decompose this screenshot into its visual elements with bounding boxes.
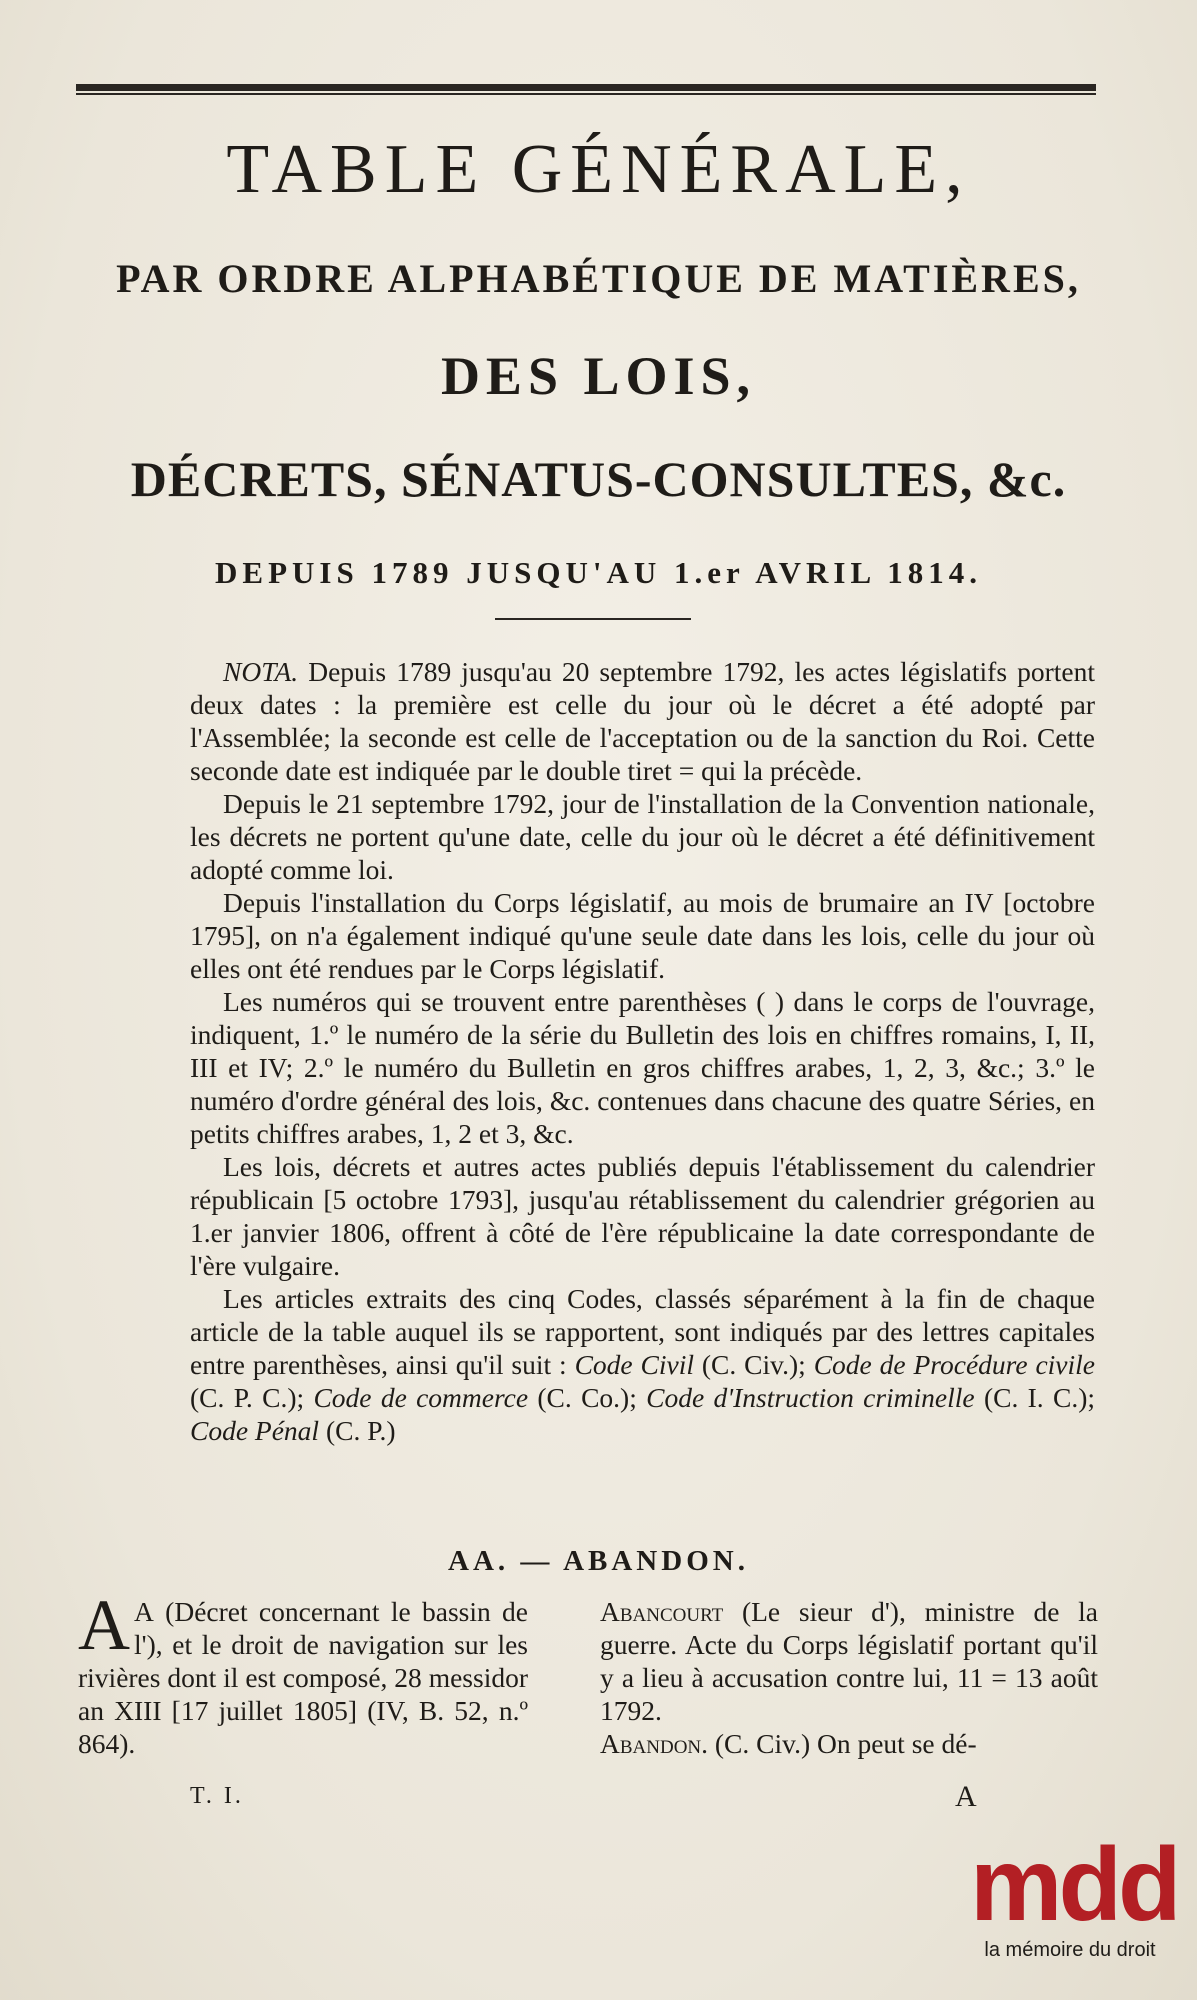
code-instruction: Code d'Instruction criminelle [646,1382,975,1413]
entry-aa-text: (Décret concernant le bassin de l'), et le droit de navigation sur les rivières dont il est composé, 28 messidor an XIII [17 juillet 1805] (IV, B. 52, n.º 864). [78,1596,528,1759]
entry-abandon-head: Abandon. [600,1728,709,1759]
code-commerce-abbr: (C. Co.); [528,1382,647,1413]
right-column [600,1595,1098,1760]
title-line-1: TABLE GÉNÉRALE, [226,131,971,208]
body-paragraph-3: Les numéros qui se trouvent entre parenthèses ( ) dans le corps de l'ouvrage, indiquent, 1.º le numéro de la série du Bulletin des lois en chiffres romains, I, II, III et IV; 2.º le numéro du Bulletin en gros chiffres arabes, 1, 2, 3, &c.; 3.º le numéro d'ordre général des lois, &c. contenues dans chacune des quatre Séries, en petits chiffres arabes, 1, 2 et 3, &c. [190,986,1095,1149]
codes-paragraph [190,1282,1095,1447]
codes-intro: Les articles extraits des cinq Codes, classés séparément à la fin de chaque article de la table auquel ils se rapportent, sont indiqués par des lettres capitales entre parenthèses, ainsi qu'il suit : [190,1283,1095,1380]
entry-abandon-text: (C. Civ.) On peut se dé- [708,1728,977,1759]
entry-aa [78,1585,528,1760]
code-instruction-abbr: (C. I. C.); [974,1382,1095,1413]
title-line-5-dates: DEPUIS 1789 JUSQU'AU 1.er AVRIL 1814. [215,555,982,590]
code-penal: Code Pénal [190,1415,320,1446]
entry-abancourt-head: Abancourt [600,1596,724,1627]
nota-paragraph [190,655,1095,787]
code-civil: Code Civil [574,1349,694,1380]
title-line-3: DES LOIS, [440,346,757,406]
body-paragraph-1: Depuis le 21 septembre 1792, jour de l'installation de la Convention nationale, les décrets ne portent qu'une date, celle du jour où le décret a été définitivement adopté comme loi. [190,788,1095,885]
code-commerce: Code de commerce [313,1382,529,1413]
logo-mark: mdd [970,1827,1178,1943]
title-line-4: DÉCRETS, SÉNATUS-CONSULTES, &c. [130,451,1067,507]
entry-abancourt-text: (Le sieur d'), ministre de la guerre. Acte du Corps législatif portant qu'il y a lieu à accusation contre lui, 11 = 13 août 1792. [600,1596,1098,1726]
dropcap-letter: A [78,1585,130,1665]
left-column [78,1585,528,1760]
code-civil-abbr: (C. Civ.); [694,1349,814,1380]
code-procedure: Code de Procédure civile [813,1349,1095,1380]
logo-tagline: la mémoire du droit [984,1939,1156,1961]
code-penal-abbr: (C. P.) [319,1415,396,1446]
title-line-2: PAR ORDRE ALPHABÉTIQUE DE MATIÈRES, [116,256,1081,301]
nota-text: Depuis 1789 jusqu'au 20 septembre 1792, les actes législatifs portent deux dates : la première est celle du jour où le décret a été adopté par l'Assemblée; la seconde est celle de l'acceptation ou de la sanction du Roi. Cette seconde date est indiquée par le double tiret = qui la précède. [190,656,1095,786]
top-double-rule [76,84,1096,91]
nota-label: NOTA. [223,656,299,687]
title-separator-rule [495,618,691,620]
entry-aa-head: A [134,1596,154,1627]
signature-mark: A [955,1780,977,1813]
entry-abancourt [600,1595,1098,1727]
volume-marker: T. I. [190,1783,244,1809]
mdd-logo [970,1827,1178,1975]
body-paragraph-2: Depuis l'installation du Corps législatif, au mois de brumaire an IV [octobre 1795], on n'a également indiqué qu'une seule date dans les lois, celle du jour où elles ont été rendues par le Corps législatif. [190,887,1095,984]
entry-abandon [600,1727,1098,1760]
nota-body [190,655,1095,1447]
code-procedure-abbr: (C. P. C.); [190,1382,314,1413]
body-paragraph-4: Les lois, décrets et autres actes publiés depuis l'établissement du calendrier républicain [5 octobre 1793], jusqu'au rétablissement du calendrier grégorien au 1.er janvier 1806, offrent à côté de l'ère républicaine la date correspondante de l'ère vulgaire. [190,1151,1095,1281]
section-heading: AA. — ABANDON. [448,1545,749,1577]
